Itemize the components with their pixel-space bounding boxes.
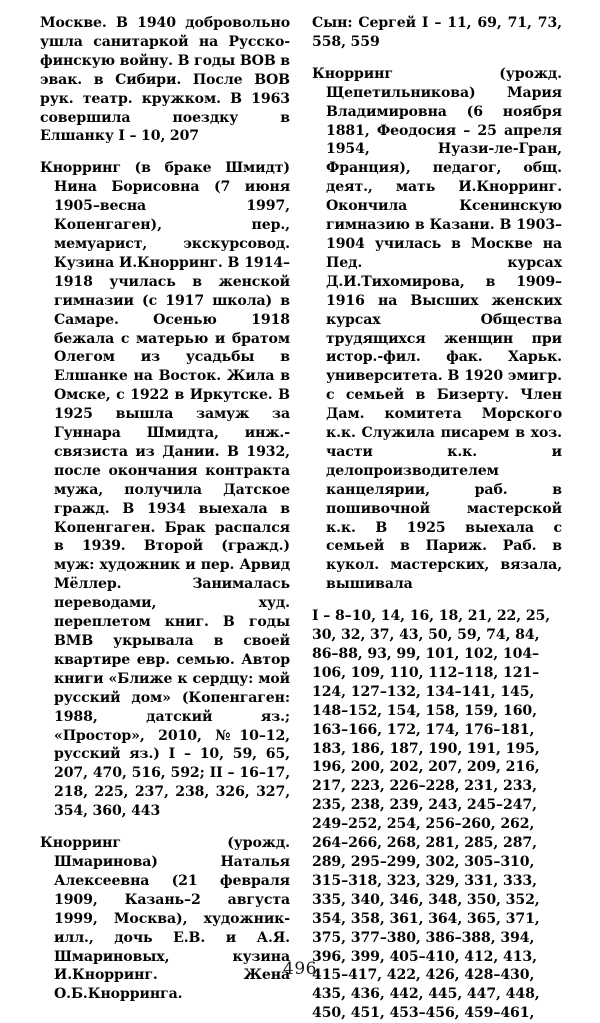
paragraph-continuation: Сын: Сергей I – 11, 69, 71, 73, 558, 559	[312, 15, 562, 50]
dictionary-entry-knorring-shmidt: Кнорринг (в браке Шмидт) Нина Борисовна (7 июня 1905–весна 1997, Копенгаген), пер., мемуарист, экскурсовод. Кузина И.Кнорринг. В 1914–1918 училась в женской гимназии (с 1917 школа) в Самаре. Осенью 1918 бежала с матерью и братом Олегом из усадьбы в Елшанке на Восток. Жила в Омске, с 1922 в Иркутске. В 1925 вышла замуж за Гуннара Шмидта, инж.-связиста из Дании. В 1932, после окончания контракта мужа, получила Датское гражд. В 1934 выехала в Копенгаген. Брак распался в 1939. Второй (гражд.) муж: художник и пер. Арвид Мёллер. Занималась переводами, худ. переплетом книг. В годы ВМВ укрывала в своей квартире евр. семью. Автор книги «Ближе к сердцу: мой русский дом» (Копенгаген: 1988, датский яз.; «Простор», 2010, №10–12, русский яз.) I – 10, 59, 65, 207, 470, 516, 592; II – 16–17, 218, 225, 237, 238, 326, 327, 354, 360, 443	[40, 160, 290, 820]
right-column	[312, 14, 562, 1022]
page-reference-numbers: I – 8–10, 14, 16, 18, 21, 22, 25, 30, 32, 37, 43, 50, 59, 74, 84, 86–88, 93, 99, 101, 102, 104–106, 109, 110, 112–118, 121–124, 127–132, 134–141, 145, 148–152, 154, 158, 159, 160, 163–166, 172, 174, 176–181, 183, 186, 187, 190, 191, 195, 196, 200, 202, 207, 209, 216, 217, 223, 226–228, 231, 233, 235, 238, 239, 243, 245–247, 249–252, 254, 256–260, 262, 264–266, 268, 281, 285, 287, 289, 295–299, 302, 305–310, 315–318, 323, 329, 331, 333, 335, 340, 346, 348, 350, 352, 354, 358, 361, 364, 365, 371, 375, 377–380, 386–388, 394, 396, 399, 405–410, 412, 413, 415–417, 422, 426, 428–430, 435, 436, 442, 445, 447, 448, 450, 451, 453–456, 459–461,	[312, 608, 551, 1022]
paragraph-continuation: Москве. В 1940 добровольно ушла санитаркой на Русско-финскую войну. В годы ВОВ в эвак. в Сибири. После ВОВ рук. театр. кружком. В 1963 совершила поездку в Елшанку I – 10, 207	[40, 15, 290, 145]
left-column	[40, 14, 290, 1003]
page-number: 496	[283, 959, 317, 979]
dictionary-entry-knorring-shmarinova: Кнорринг (урожд. Шмаринова) Наталья Алексеевна (21 февраля 1909, Казань–2 августа 1999, Москва), художник-илл., дочь Е.В. и А.Я. Шмариновых, кузина И.Кнорринг. Жена О.Б.Кнорринга.	[40, 835, 290, 1003]
dictionary-entry-knorring-shchepetilnikova: Кнорринг (урожд. Щепетильникова) Мария Владимировна (6 ноября 1881, Феодосия – 25 апреля 1954, Нуази-ле-Гран, Франция), педагог, общ. деят., мать И.Кнорринг. Окончила Ксенинскую гимназию в Казани. В 1903–1904 училась в Москве на Пед. курсах Д.И.Тихомирова, в 1909–1916 на Высших женских курсах Общества трудящихся женщин при истор.-фил. фак. Харьк. университета. В 1920 эмигр. с семьей в Бизерту. Член Дам. комитета Морского к.к. Служила писарем в хоз. части к.к. и делопроизводителем канцелярии, раб. в пошивочной мастерской к.к. В 1925 выехала с семьей в Париж. Раб. в кукол. мастерских, вязала, вышивала	[312, 65, 562, 593]
